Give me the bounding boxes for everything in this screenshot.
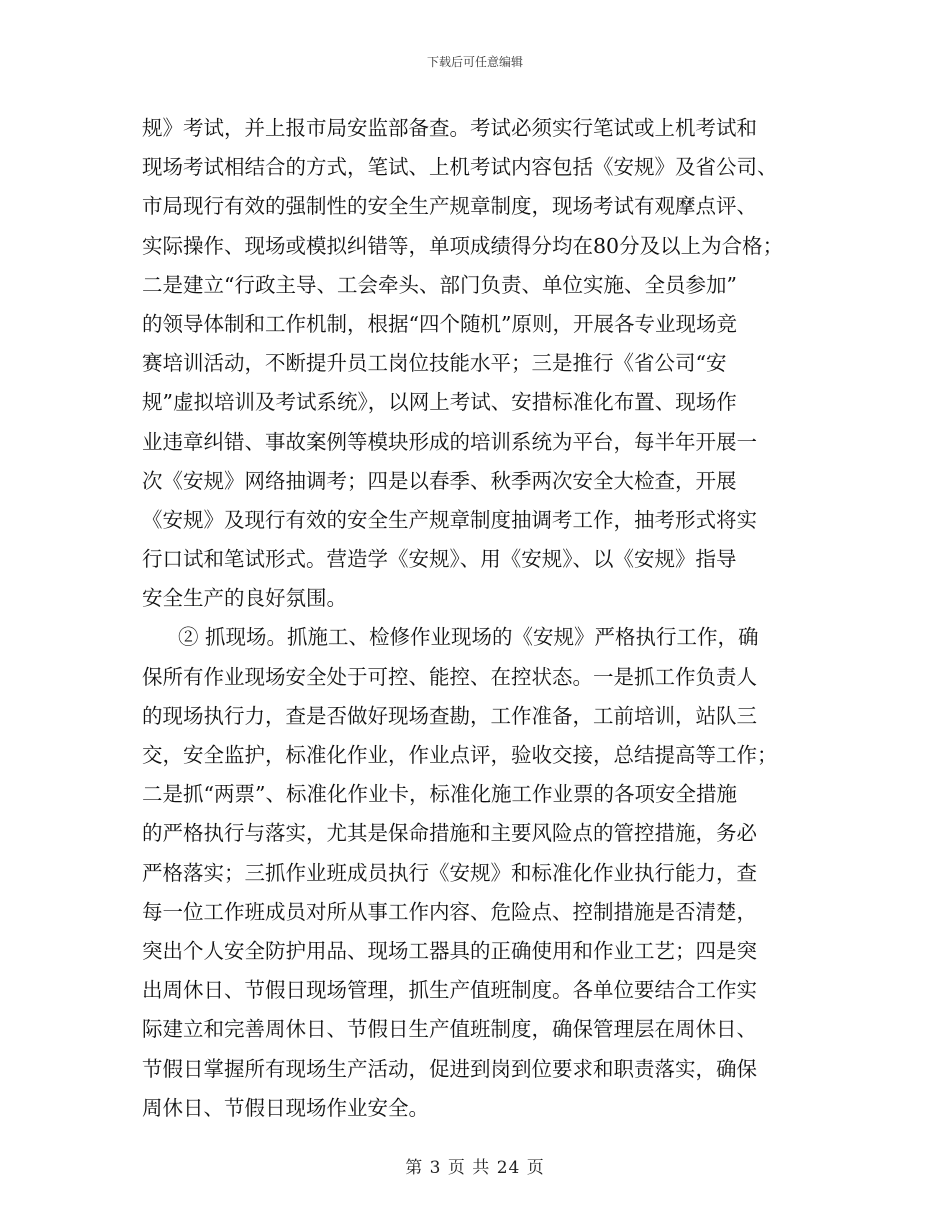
- text-line: 《安规》及现行有效的安全生产规章制度抽调考工作，抽考形式将实: [142, 507, 757, 532]
- text-line: 行口试和笔试形式。营造学《安规》、用《安规》、以《安规》指导: [142, 547, 737, 572]
- text-line: 突出个人安全防护用品、现场工器具的正确使用和作业工艺；四是突: [142, 938, 757, 963]
- text-line: 每一位工作班成员对所从事工作内容、危险点、控制措施是否清楚，: [142, 899, 757, 924]
- text-line: 际建立和完善周休日、节假日生产值班制度，确保管理层在周休日、: [142, 1017, 757, 1042]
- body-text: [142, 109, 810, 1128]
- text-line: 赛培训活动，不断提升员工岗位技能水平；三是推行《省公司“安: [142, 351, 727, 376]
- text-line: 市局现行有效的强制性的安全生产规章制度，现场考试有观摩点评、: [142, 194, 757, 219]
- text-line: 次《安规》网络抽调考；四是以春季、秋季两次安全大检查，开展: [142, 468, 737, 493]
- text-line: 保所有作业现场安全处于可控、能控、在控状态。一是抓工作负责人: [142, 664, 757, 689]
- text-line: 现场考试相结合的方式，笔试、上机考试内容包括《安规》及省公司、: [142, 155, 778, 180]
- text-line: 实际操作、现场或模拟纠错等，单项成绩得分均在80分及以上为合格；: [142, 233, 784, 258]
- text-line: 出周休日、节假日现场管理，抓生产值班制度。各单位要结合工作实: [142, 978, 757, 1003]
- text-line: 二是建立“行政主导、工会牵头、部门负责、单位实施、全员参加”: [142, 272, 737, 297]
- text-line: 的领导体制和工作机制，根据“四个随机”原则，开展各专业现场竞: [142, 311, 737, 336]
- text-line: 节假日掌握所有现场生产活动，促进到岗到位要求和职责落实，确保: [142, 1056, 757, 1081]
- text-line: 规》考试，并上报市局安监部备查。考试必须实行笔试或上机考试和: [142, 116, 757, 140]
- text-line: 安全生产的良好氛围。: [142, 586, 347, 611]
- text-line: 的现场执行力，查是否做好现场查勘，工作准备，工前培训，站队三: [142, 703, 757, 728]
- text-line: 周休日、节假日现场作业安全。: [142, 1095, 429, 1120]
- page-header: 下载后可任意编辑: [426, 55, 523, 69]
- text-line: 的严格执行与落实，尤其是保命措施和主要风险点的管控措施，务必: [142, 821, 757, 846]
- paragraph-start-line: ② 抓现场。抓施工、检修作业现场的《安规》严格执行工作，确: [178, 625, 759, 650]
- text-line: 交，安全监护，标准化作业，作业点评，验收交接，总结提高等工作；: [142, 743, 778, 767]
- page-footer: 第 3 页 共 24 页: [405, 1158, 545, 1178]
- text-line: 严格落实；三抓作业班成员执行《安规》和标准化作业执行能力，查: [142, 860, 757, 885]
- text-line: 规”虚拟培训及考试系统》，以网上考试、安措标准化布置、现场作: [142, 390, 737, 415]
- text-line: 业违章纠错、事故案例等模块形成的培训系统为平台，每半年开展一: [142, 429, 757, 454]
- text-line: 二是抓“两票”、标准化作业卡，标准化施工作业票的各项安全措施: [142, 782, 737, 807]
